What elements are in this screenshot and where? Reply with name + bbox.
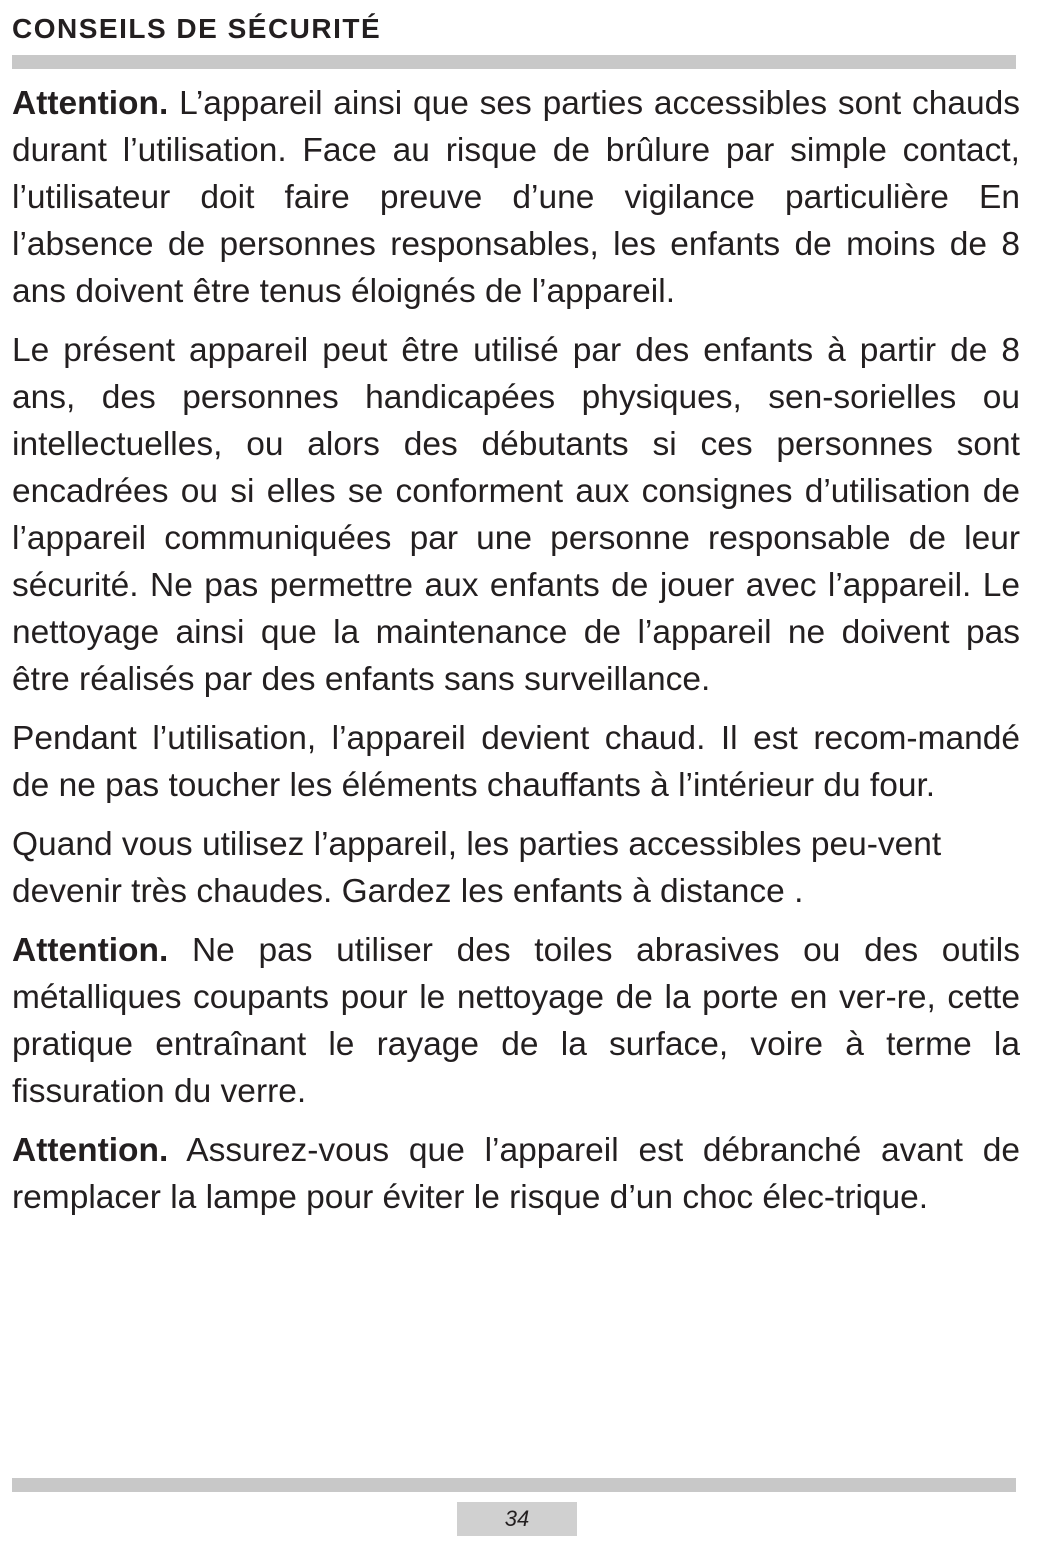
paragraph-text: Ne pas utiliser des toiles abrasives ou des outils métalliques coupants pour le nettoyage de la porte en ver-re, cette pratique entraînant le rayage de la surface, voire à terme la fissuration du verre.	[12, 932, 1020, 1110]
safety-text-body	[12, 80, 1020, 1233]
paragraph-attention-hot-parts	[12, 80, 1020, 315]
section-title: CONSEILS DE SÉCURITÉ	[12, 13, 382, 44]
paragraph-text: Le présent appareil peut être utilisé par des enfants à partir de 8 ans, des personnes handicapées physiques, sen-sorielles ou intellectuelles, ou alors des débutants si ces personnes sont encadrées ou si elles se conforment aux consignes d’utilisation de l’appareil communiquées par une personne responsable de leur sécurité. Ne pas permettre aux enfants de jouer avec l’appareil. Le nettoyage ainsi que la maintenance de l’appareil ne doivent pas être réalisés par des enfants sans surveillance.	[12, 332, 1020, 698]
paragraph-text: Assurez-vous que l’appareil est débranché avant de remplacer la lampe pour éviter le risque d’un choc élec-trique.	[12, 1132, 1020, 1216]
header-divider	[12, 55, 1016, 69]
paragraph-heating-elements	[12, 715, 1020, 809]
page-number: 34	[457, 1502, 577, 1536]
paragraph-keep-children-away	[12, 821, 1020, 915]
attention-label: Attention.	[12, 85, 169, 122]
paragraph-text: L’appareil ainsi que ses parties accessibles sont chauds durant l’utilisation. Face au risque de brûlure par simple contact, l’utilisateur doit faire preuve d’une vigilance particulière En l’absence de personnes responsables, les enfants de moins de 8 ans doivent être tenus éloignés de l’appareil.	[12, 85, 1020, 310]
paragraph-attention-glass-cleaning	[12, 927, 1020, 1115]
attention-label: Attention.	[12, 932, 169, 969]
paragraph-attention-lamp-replacement	[12, 1127, 1020, 1221]
attention-label: Attention.	[12, 1132, 169, 1169]
paragraph-text: Quand vous utilisez l’appareil, les parties accessibles peu-vent devenir très chaudes. Gardez les enfants à distance .	[12, 826, 942, 910]
paragraph-text: Pendant l’utilisation, l’appareil devient chaud. Il est recom-mandé de ne pas toucher les éléments chauffants à l’intérieur du four.	[12, 720, 1020, 804]
paragraph-children-use	[12, 327, 1020, 703]
footer-divider	[12, 1478, 1016, 1492]
